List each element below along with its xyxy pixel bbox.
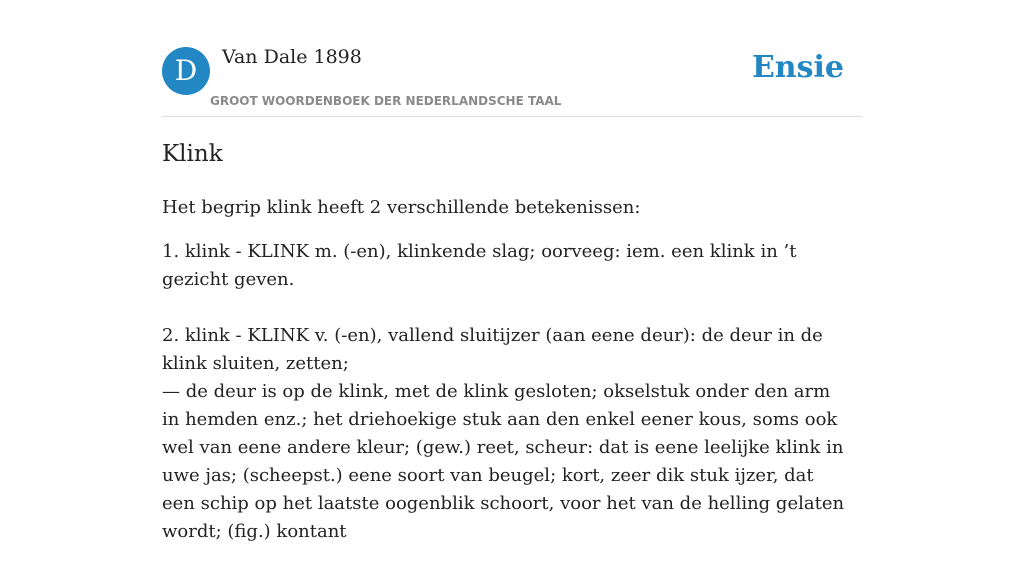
definition-2: [162, 322, 852, 546]
source-subtitle: GROOT WOORDENBOEK DER NEDERLANDSCHE TAAL: [210, 94, 562, 108]
header: [162, 44, 862, 117]
source-avatar[interactable]: D: [162, 47, 210, 95]
definition-text: — de deur is op de klink, met de klink gesloten; okselstuk onder den arm in hemden enz.; het driehoekige stuk aan den enkel eener kous, soms ook wel van eene andere kleur; (gew.) reet, scheur: dat is eene leelijke klink in uwe jas; (scheepst.) eene soort van beugel; kort, zeer dik stuk ijzer, dat een schip op het laatste oogenblik schoort, voor het van de helling gelaten wordt; (fig.) kontant: [162, 381, 845, 542]
definition-text: 1. klink - KLINK m. (-en), klinkende slag; oorveeg: iem. een klink in ’t gezicht geven.: [162, 241, 797, 290]
definition-text: 2. klink - KLINK v. (-en), vallend sluitijzer (aan eene deur): de deur in de klink sluiten, zetten;: [162, 325, 823, 374]
brand-logo-link[interactable]: Ensie: [751, 50, 844, 85]
definition-1: [162, 238, 852, 294]
source-title[interactable]: Van Dale 1898: [222, 46, 362, 68]
entry-content: [162, 138, 852, 574]
entry-title: Klink: [162, 141, 223, 167]
entry-intro: Het begrip klink heeft 2 verschillende betekenissen:: [162, 197, 641, 218]
